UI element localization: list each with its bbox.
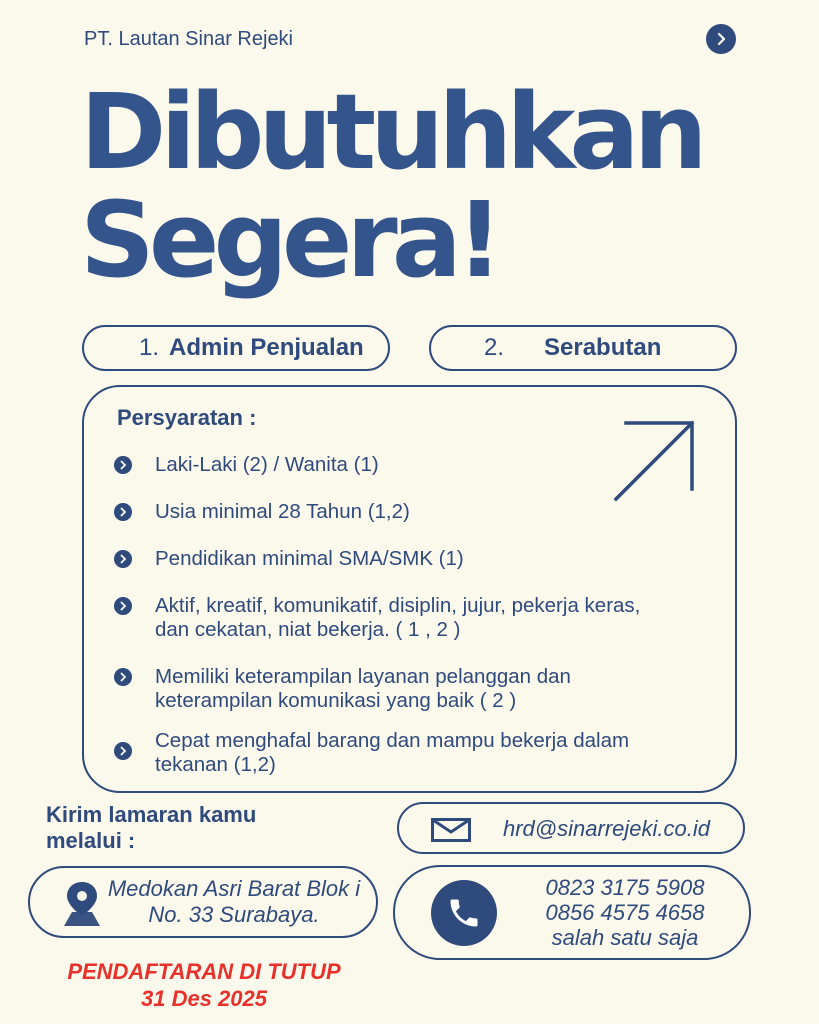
requirement-text: Aktif, kreatif, komunikatif, disiplin, jujur, pekerja keras, dan cekatan, niat bekerja. ( 1 , 2 ): [155, 594, 641, 641]
company-name: PT. Lautan Sinar Rejeki: [84, 28, 294, 50]
list-item: [114, 547, 675, 571]
list-item: [114, 665, 675, 713]
registration-deadline: [46, 958, 362, 1012]
phone-note: salah satu saja: [551, 925, 699, 950]
headline-line-1: Dibutuhkan: [80, 71, 702, 193]
requirement-text: Usia minimal 28 Tahun (1,2): [155, 500, 410, 523]
bullet-chevron-icon: [114, 456, 132, 474]
requirement-text: Pendidikan minimal SMA/SMK (1): [155, 547, 464, 570]
position-pill-2: [429, 325, 737, 371]
requirements-box: [82, 385, 737, 793]
phone-contact[interactable]: [393, 865, 751, 960]
bullet-chevron-icon: [114, 597, 132, 615]
headline: [80, 71, 702, 301]
position-number: 1.: [139, 334, 160, 361]
address-box: [28, 866, 378, 938]
email-address[interactable]: hrd@sinarrejeki.co.id: [503, 816, 710, 841]
headline-line-2: Segera!: [80, 179, 498, 301]
phone-number-2[interactable]: 0856 4575 4658: [545, 900, 705, 925]
next-button[interactable]: [706, 24, 736, 54]
position-number: 2.: [484, 334, 505, 361]
position-label: Admin Penjualan: [169, 334, 364, 361]
bullet-chevron-icon: [114, 503, 132, 521]
position-label: Serabutan: [544, 334, 662, 361]
list-item: [114, 500, 675, 524]
deadline-line-2: 31 Des 2025: [141, 986, 267, 1011]
list-item: [114, 729, 675, 777]
requirement-text: Memiliki keterampilan layanan pelanggan dan keterampilan komunikasi yang baik ( 2 ): [155, 665, 571, 712]
phone-number-1[interactable]: 0823 3175 5908: [545, 875, 705, 900]
requirement-text: Laki-Laki (2) / Wanita (1): [155, 453, 379, 476]
phone-icon-circle: [431, 880, 497, 946]
bullet-chevron-icon: [114, 550, 132, 568]
requirement-text: Cepat menghafal barang dan mampu bekerja dalam tekanan (1,2): [155, 729, 630, 776]
bullet-chevron-icon: [114, 668, 132, 686]
requirements-title: Persyaratan :: [117, 405, 257, 430]
phone-numbers: [515, 875, 735, 950]
email-contact[interactable]: [397, 802, 745, 854]
deadline-line-1: PENDAFTARAN DI TUTUP: [67, 959, 341, 984]
list-item: [114, 453, 675, 477]
address-text: Medokan Asri Barat Blok i No. 33 Surabaya.: [107, 876, 361, 927]
position-pill-1: [82, 325, 390, 371]
apply-label: Kirim lamaran kamu melalui :: [46, 802, 257, 853]
envelope-icon: [431, 818, 471, 842]
list-item: [114, 594, 675, 642]
chevron-right-icon: [714, 32, 728, 46]
phone-icon: [446, 895, 482, 931]
bullet-chevron-icon: [114, 742, 132, 760]
map-pin-icon: [60, 880, 104, 928]
